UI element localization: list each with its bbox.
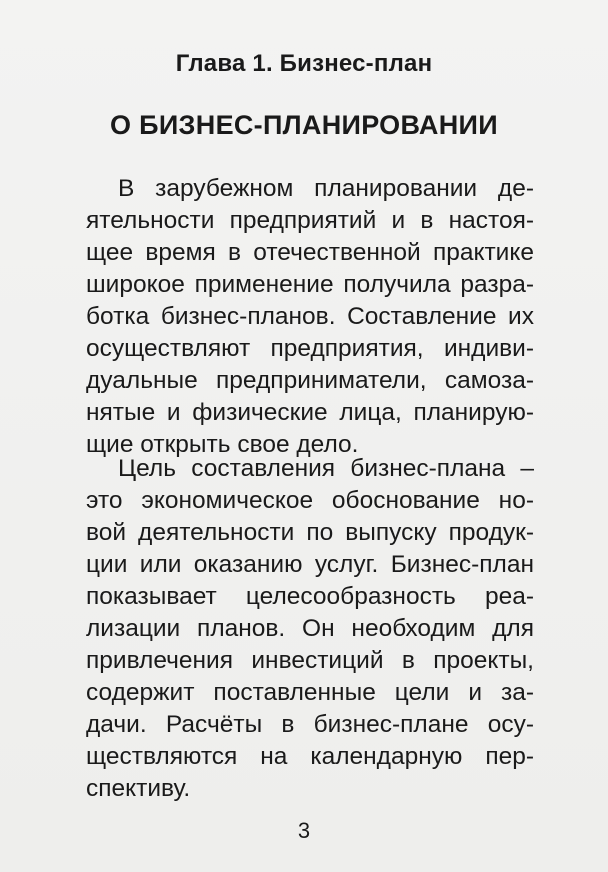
text-line: вой деятельности по выпуску продук- (86, 519, 534, 546)
text-line: содержит поставленные цели и за- (86, 679, 534, 706)
text-line: ятельности предприятий и в настоя- (86, 207, 534, 234)
text-line: щее время в отечественной практике (86, 239, 534, 266)
text-line: В зарубежном планировании де- (118, 175, 534, 202)
paragraph-1 (86, 173, 534, 461)
text-line: спективу. (86, 775, 191, 802)
text-line: нятые и физические лица, планирую- (86, 399, 534, 426)
text-line: ции или оказанию услуг. Бизнес-план (86, 551, 534, 578)
text-line: ботка бизнес-планов. Составление их (86, 303, 534, 330)
text-line: Цель составления бизнес-плана – (118, 455, 534, 482)
text-line: дачи. Расчёты в бизнес-плане осу- (86, 711, 534, 738)
chapter-title: Глава 1. Бизнес-план (175, 50, 433, 77)
text-line: осуществляют предприятия, индиви- (86, 335, 534, 362)
text-line: лизации планов. Он необходим для (86, 615, 534, 642)
text-line: привлечения инвестиций в проекты, (86, 647, 534, 674)
paragraph-2 (86, 453, 534, 805)
text-line: показывает целесообразность реа- (86, 583, 534, 610)
text-line: щие открыть свое дело. (86, 431, 359, 458)
page-number: 3 (297, 818, 311, 843)
text-line: широкое применение получила разра- (86, 271, 534, 298)
text-line: дуальные предприниматели, самоза- (86, 367, 534, 394)
section-title: О БИЗНЕС-ПЛАНИРОВАНИИ (110, 110, 498, 140)
text-line: ществляются на календарную пер- (86, 743, 534, 770)
text-line: это экономическое обоснование но- (86, 487, 534, 514)
